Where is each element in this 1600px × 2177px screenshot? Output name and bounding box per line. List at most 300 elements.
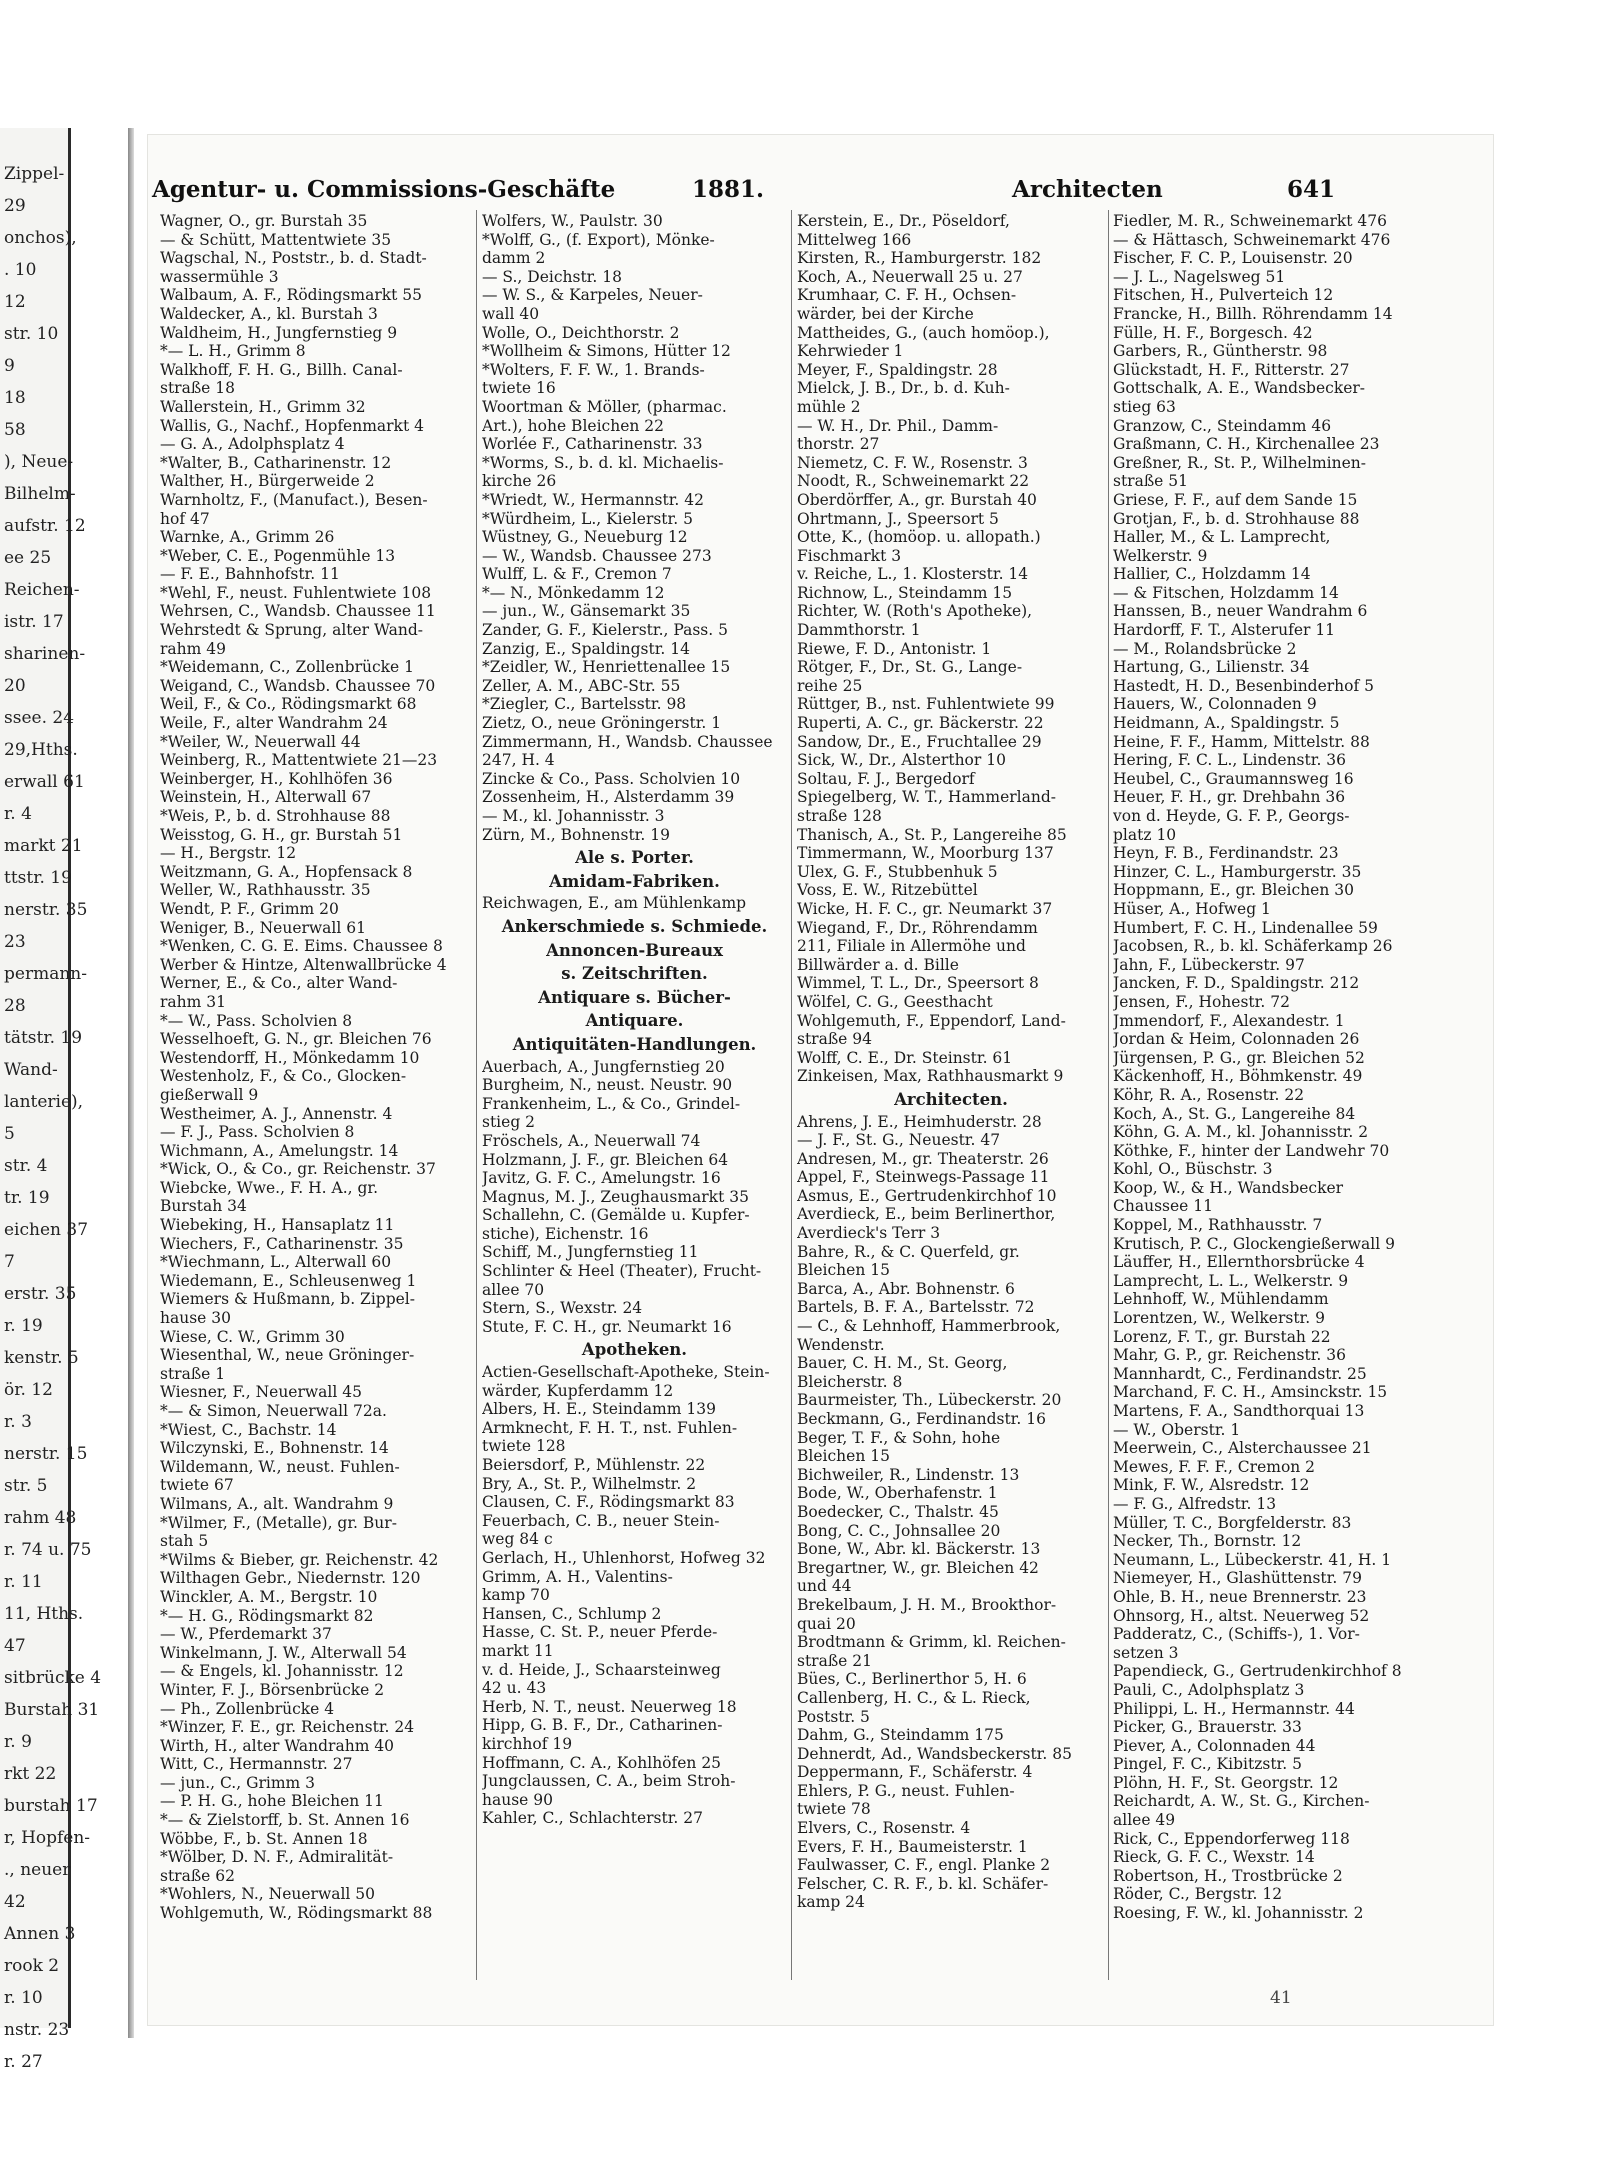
directory-entry: Faulwasser, C. F., engl. Planke 2 <box>797 1856 1051 1875</box>
directory-entry: Niemeyer, H., Glashüttenstr. 79 <box>1113 1569 1362 1588</box>
directory-entry: Fülle, H. F., Borgesch. 42 <box>1113 323 1313 342</box>
directory-entry: *Wollheim & Simons, Hütter 12 <box>482 342 731 361</box>
directory-entry: Brodtmann & Grimm, kl. Reichen- <box>797 1633 1066 1652</box>
margin-fragment: nerstr. 35 <box>4 900 88 920</box>
directory-entry: Bry, A., St. P., Wilhelmstr. 2 <box>482 1474 697 1493</box>
directory-entry: Wildemann, W., neust. Fuhlen- <box>160 1457 400 1476</box>
directory-entry: Schallehn, C. (Gemälde u. Kupfer- <box>482 1206 750 1225</box>
directory-entry: allee 70 <box>482 1280 545 1299</box>
directory-entry: *Ziegler, C., Bartelsstr. 98 <box>482 695 687 714</box>
directory-entry: Winkelmann, J. W., Alterwall 54 <box>160 1643 407 1662</box>
directory-entry: Ulex, G. F., Stubbenhuk 5 <box>797 862 998 881</box>
directory-entry: Ohnsorg, H., altst. Neuerweg 52 <box>1113 1606 1370 1625</box>
column-rule <box>1108 210 1109 1980</box>
margin-fragment: r. 27 <box>4 2052 43 2072</box>
directory-entry: — M., kl. Johannisstr. 3 <box>482 807 665 825</box>
page-number: 641 <box>1287 176 1336 203</box>
directory-entry: Humbert, F. C. H., Lindenallee 59 <box>1113 918 1378 937</box>
directory-entry: — G. A., Adolphsplatz 4 <box>160 435 345 454</box>
margin-fragment: ee 25 <box>4 548 52 568</box>
directory-entry: *Wriedt, W., Hermannstr. 42 <box>482 490 705 509</box>
column-1 <box>160 212 472 1982</box>
directory-entry: Lorenz, F. T., gr. Burstah 22 <box>1113 1327 1331 1346</box>
directory-entry: Gerlach, H., Uhlenhorst, Hofweg 32 <box>482 1548 766 1567</box>
margin-fragment: aufstr. 12 <box>4 516 86 536</box>
directory-entry: *— & Simon, Neuerwall 72a. <box>160 1402 387 1420</box>
directory-entry: und 44 <box>797 1577 852 1596</box>
margin-fragment: sitbrücke 4 <box>4 1668 102 1688</box>
directory-entry: Lamprecht, L. L., Welkerstr. 9 <box>1113 1271 1349 1290</box>
directory-entry: Mannhardt, C., Ferdinandstr. 25 <box>1113 1364 1367 1383</box>
directory-entry: *— W., Pass. Scholvien 8 <box>160 1011 353 1030</box>
directory-entry: *Weis, P., b. d. Strohhause 88 <box>160 807 391 825</box>
directory-entry: Käckenhoff, H., Böhmkenstr. 49 <box>1113 1067 1363 1086</box>
directory-entry: Hering, F. C. L., Lindenstr. 36 <box>1113 751 1347 770</box>
directory-entry: Jancken, F. D., Spaldingstr. 212 <box>1113 974 1360 993</box>
directory-entry: Felscher, C. R. F., b. kl. Schäfer- <box>797 1874 1049 1893</box>
directory-entry: von d. Heyde, G. F. P., Georgs- <box>1113 807 1350 825</box>
directory-entry: Sick, W., Dr., Alsterthor 10 <box>797 751 1006 770</box>
directory-entry: Koppel, M., Rathhausstr. 7 <box>1113 1216 1323 1235</box>
margin-fragment: str. 4 <box>4 1156 48 1176</box>
directory-entry: Wendenstr. <box>797 1335 885 1354</box>
directory-entry: Herb, N. T., neust. Neuerweg 18 <box>482 1697 737 1716</box>
margin-fragment: 18 <box>4 388 26 408</box>
directory-entry: Wiesenthal, W., neue Gröninger- <box>160 1346 415 1365</box>
directory-entry: Wesselhoeft, G. N., gr. Bleichen 76 <box>160 1030 432 1049</box>
margin-fragment: r. 3 <box>4 1412 32 1432</box>
directory-entry: Walbaum, A. F., Rödingsmarkt 55 <box>160 286 423 305</box>
margin-fragment: burstah 17 <box>4 1796 98 1816</box>
directory-entry: — & Hättasch, Schweinemarkt 476 <box>1113 230 1391 249</box>
directory-entry: twiete 128 <box>482 1437 566 1456</box>
directory-entry: Rötger, F., Dr., St. G., Lange- <box>797 658 1023 677</box>
directory-entry: Weniger, B., Neuerwall 61 <box>160 918 366 937</box>
directory-entry: Pingel, F. C., Kibitzstr. 5 <box>1113 1755 1302 1774</box>
section-heading: Ankerschmiede s. Schmiede. <box>501 916 768 936</box>
directory-entry: Wiebcke, Wwe., F. H. A., gr. <box>160 1178 379 1197</box>
directory-entry: Meerwein, C., Alsterchaussee 21 <box>1113 1439 1372 1458</box>
directory-entry: *Weber, C. E., Pogenmühle 13 <box>160 546 396 565</box>
margin-fragment: 12 <box>4 292 26 312</box>
column-3 <box>797 212 1105 1982</box>
directory-entry: Fiedler, M. R., Schweinemarkt 476 <box>1113 212 1387 230</box>
directory-entry: Kohl, O., Büschstr. 3 <box>1113 1160 1273 1179</box>
directory-entry: — S., Deichstr. 18 <box>482 267 622 286</box>
directory-entry: Werber & Hintze, Altenwallbrücke 4 <box>160 955 447 974</box>
directory-entry: Albers, H. E., Steindamm 139 <box>482 1400 716 1419</box>
directory-entry: Hanssen, B., neuer Wandrahm 6 <box>1113 602 1368 621</box>
directory-entry: Stern, S., Wexstr. 24 <box>482 1299 643 1318</box>
directory-entry: Zander, G. F., Kielerstr., Pass. 5 <box>482 621 728 640</box>
directory-entry: Schiff, M., Jungfernstieg 11 <box>482 1243 699 1262</box>
directory-entry: Averdieck's Terr 3 <box>797 1224 941 1243</box>
directory-entry: *Walter, B., Catharinenstr. 12 <box>160 453 392 472</box>
directory-entry: Dammthorstr. 1 <box>797 621 921 640</box>
directory-entry: Weisstog, G. H., gr. Burstah 51 <box>160 825 403 844</box>
margin-fragment: 20 <box>4 676 26 696</box>
directory-entry: Burstah 34 <box>160 1197 247 1216</box>
directory-entry: Heubel, C., Graumannsweg 16 <box>1113 769 1354 788</box>
directory-entry: straße 21 <box>797 1651 873 1670</box>
directory-entry: — & Engels, kl. Johannisstr. 12 <box>160 1662 404 1681</box>
directory-entry: Niemetz, C. F. W., Rosenstr. 3 <box>797 453 1028 472</box>
directory-entry: Mattheides, G., (auch homöop.), <box>797 323 1050 342</box>
directory-entry: *Zeidler, W., Henriettenallee 15 <box>482 658 731 677</box>
directory-entry: Callenberg, H. C., & L. Rieck, <box>797 1688 1031 1707</box>
directory-entry: Zürn, M., Bohnenstr. 19 <box>482 825 670 844</box>
directory-entry: 247, H. 4 <box>482 751 555 770</box>
directory-entry: gießerwall 9 <box>160 1085 259 1104</box>
directory-entry: *Winzer, F. E., gr. Reichenstr. 24 <box>160 1718 415 1737</box>
directory-entry: *Wick, O., & Co., gr. Reichenstr. 37 <box>160 1160 436 1179</box>
directory-entry: *— N., Mönkedamm 12 <box>482 583 665 602</box>
directory-entry: weg 84 c <box>482 1530 553 1549</box>
directory-entry: Wolle, O., Deichthorstr. 2 <box>482 323 680 342</box>
directory-entry: — J. L., Nagelsweg 51 <box>1113 267 1286 286</box>
directory-entry: rahm 49 <box>160 639 226 658</box>
directory-entry: *Wolff, G., (f. Export), Mönke- <box>482 230 715 249</box>
directory-entry: — & Fitschen, Holzdamm 14 <box>1113 583 1339 602</box>
margin-fragment: 47 <box>4 1636 26 1656</box>
directory-entry: Actien-Gesellschaft-Apotheke, Stein- <box>482 1363 770 1382</box>
directory-entry: allee 49 <box>1113 1811 1176 1830</box>
directory-entry: Spiegelberg, W. T., Hammerland- <box>797 788 1056 807</box>
directory-entry: Bong, C. C., Johnsallee 20 <box>797 1521 1001 1540</box>
directory-entry: kamp 24 <box>797 1893 865 1912</box>
directory-entry: Evers, F. H., Baumeisterstr. 1 <box>797 1837 1028 1856</box>
margin-fragment: rook 2 <box>4 1956 60 1976</box>
directory-entry: Weinberg, R., Mattentwiete 21—23 <box>160 751 438 770</box>
margin-fragment: r. 19 <box>4 1316 43 1336</box>
directory-entry: Wimmel, T. L., Dr., Speersort 8 <box>797 974 1039 993</box>
directory-entry: Dahm, G., Steindamm 175 <box>797 1726 1004 1745</box>
directory-entry: *Wolters, F. F. W., 1. Brands- <box>482 360 705 379</box>
margin-fragment: rahm 48 <box>4 1508 77 1528</box>
directory-entry: Läuffer, H., Ellernthorsbrücke 4 <box>1113 1253 1365 1272</box>
directory-entry: Rick, C., Eppendorferweg 118 <box>1113 1829 1350 1848</box>
directory-entry: — W. H., Dr. Phil., Damm- <box>797 416 999 435</box>
directory-entry: 42 u. 43 <box>482 1679 547 1698</box>
directory-entry: Jahn, F., Lübeckerstr. 97 <box>1113 955 1305 974</box>
directory-entry: Weitzmann, G. A., Hopfensack 8 <box>160 862 413 881</box>
directory-entry: Mielck, J. B., Dr., b. d. Kuh- <box>797 379 1010 398</box>
directory-entry: Jungclaussen, C. A., beim Stroh- <box>482 1772 736 1791</box>
directory-entry: Waldecker, A., kl. Burstah 3 <box>160 304 378 323</box>
directory-entry: stiche), Eichenstr. 16 <box>482 1224 649 1243</box>
directory-entry: Zietz, O., neue Gröningerstr. 1 <box>482 714 722 733</box>
directory-entry: Picker, G., Brauerstr. 33 <box>1113 1718 1302 1737</box>
directory-entry: Bauer, C. H. M., St. Georg, <box>797 1354 1008 1373</box>
directory-entry: Warnke, A., Grimm 26 <box>160 528 335 547</box>
directory-entry: Ehlers, P. G., neust. Fuhlen- <box>797 1781 1015 1800</box>
margin-fragment: r. 4 <box>4 804 32 824</box>
directory-entry: — W., Pferdemarkt 37 <box>160 1625 332 1644</box>
directory-entry: Köthke, F., hinter der Landwehr 70 <box>1113 1141 1390 1160</box>
directory-entry: Bode, W., Oberhafenstr. 1 <box>797 1484 998 1503</box>
directory-entry: Hansen, C., Schlump 2 <box>482 1604 662 1623</box>
directory-entry: *Weidemann, C., Zollenbrücke 1 <box>160 658 415 677</box>
directory-entry: Hipp, G. B. F., Dr., Catharinen- <box>482 1716 723 1735</box>
directory-entry: *Wiechmann, L., Alterwall 60 <box>160 1253 392 1272</box>
directory-entry: Richnow, L., Steindamm 15 <box>797 583 1013 602</box>
directory-entry: Soltau, F. J., Bergedorf <box>797 769 975 788</box>
directory-entry: Wüstney, G., Neueburg 12 <box>482 528 688 547</box>
directory-entry: Bregartner, W., gr. Bleichen 42 <box>797 1558 1039 1577</box>
margin-fragment: 11, Hths. <box>4 1604 84 1624</box>
directory-entry: Javitz, G. F. C., Amelungstr. 16 <box>482 1169 721 1188</box>
margin-fragment: Burstah 31 <box>4 1700 100 1720</box>
directory-entry: Feuerbach, C. B., neuer Stein- <box>482 1511 720 1530</box>
directory-entry: Zeller, A. M., ABC-Str. 55 <box>482 676 681 695</box>
directory-entry: Köhr, R. A., Rosenstr. 22 <box>1113 1085 1305 1104</box>
section-heading: s. Zeitschriften. <box>561 964 708 984</box>
directory-entry: *— & Zielstorff, b. St. Annen 16 <box>160 1811 410 1830</box>
directory-entry: Kehrwieder 1 <box>797 342 904 361</box>
directory-entry: *Würdheim, L., Kielerstr. 5 <box>482 509 693 528</box>
section-heading: Amidam-Fabriken. <box>549 871 720 891</box>
directory-entry: Hoppmann, E., gr. Bleichen 30 <box>1113 881 1354 900</box>
directory-entry: Haller, M., & L. Lamprecht, <box>1113 528 1331 547</box>
directory-entry: Worlée F., Catharinenstr. 33 <box>482 435 703 454</box>
section-heading: Apotheken. <box>581 1340 688 1360</box>
directory-entry: straße 1 <box>160 1364 226 1383</box>
directory-entry: Wehrsen, C., Wandsb. Chaussee 11 <box>160 602 436 621</box>
directory-entry: wassermühle 3 <box>160 267 279 286</box>
directory-entry: Weil, F., & Co., Rödingsmarkt 68 <box>160 695 417 714</box>
directory-entry: kamp 70 <box>482 1586 550 1605</box>
directory-entry: Wöbbe, F., b. St. Annen 18 <box>160 1829 368 1848</box>
margin-fragment: r. 11 <box>4 1572 43 1592</box>
directory-entry: Fischmarkt 3 <box>797 546 902 565</box>
directory-entry: Mewes, F. F. F., Cremon 2 <box>1113 1457 1316 1476</box>
margin-fragment: ttstr. 19 <box>4 868 72 888</box>
directory-entry: Beger, T. F., & Sohn, hohe <box>797 1428 1001 1447</box>
column-rule <box>476 210 477 1980</box>
directory-entry: wärder, bei der Kirche <box>797 304 974 323</box>
previous-page-strip <box>0 128 102 2072</box>
directory-entry: *Wohlers, N., Neuerwall 50 <box>160 1885 376 1904</box>
directory-entry: setzen 3 <box>1113 1643 1179 1662</box>
directory-entry: Pauli, C., Adolphsplatz 3 <box>1113 1680 1305 1699</box>
directory-entry: — W., Oberstr. 1 <box>1113 1420 1241 1439</box>
margin-fragment: istr. 17 <box>4 612 64 632</box>
directory-entry: Zossenheim, H., Alsterdamm 39 <box>482 788 735 807</box>
directory-entry: Wiedemann, E., Schleusenweg 1 <box>160 1271 417 1290</box>
directory-entry: Westenholz, F., & Co., Glocken- <box>160 1067 407 1086</box>
margin-fragment: erwall 61 <box>4 772 85 792</box>
column-2 <box>482 212 787 1982</box>
directory-entry: twiete 78 <box>797 1800 871 1819</box>
directory-entry: Oberdörffer, A., gr. Burstah 40 <box>797 490 1037 509</box>
directory-entry: Bone, W., Abr. kl. Bäckerstr. 13 <box>797 1540 1041 1559</box>
section-heading: Annoncen-Bureaux <box>546 940 723 960</box>
directory-entry: — W., Wandsb. Chaussee 273 <box>482 546 712 565</box>
directory-entry: Meyer, F., Spaldingstr. 28 <box>797 360 998 379</box>
directory-entry: Wagschal, N., Poststr., b. d. Stadt- <box>160 249 427 268</box>
directory-entry: Westendorff, H., Mönkedamm 10 <box>160 1048 420 1067</box>
directory-entry: *Weiler, W., Neuerwall 44 <box>160 732 361 751</box>
directory-entry: Fröschels, A., Neuerwall 74 <box>482 1131 701 1150</box>
directory-entry: Armknecht, F. H. T., nst. Fuhlen- <box>482 1418 738 1437</box>
directory-entry: Timmermann, W., Moorburg 137 <box>797 844 1054 863</box>
directory-entry: Wiechers, F., Catharinenstr. 35 <box>160 1234 404 1253</box>
directory-entry: Weile, F., alter Wandrahm 24 <box>160 714 388 733</box>
margin-fragment: eichen 37 <box>4 1220 89 1240</box>
directory-entry: reihe 25 <box>797 676 863 695</box>
directory-entry: straße 62 <box>160 1866 236 1885</box>
directory-entry: Lehnhoff, W., Mühlendamm <box>1113 1290 1329 1309</box>
directory-entry: Jensen, F., Hohestr. 72 <box>1113 992 1290 1011</box>
directory-entry: Lorentzen, W., Welkerstr. 9 <box>1113 1309 1325 1328</box>
directory-entry: stieg 2 <box>482 1113 536 1132</box>
directory-entry: Hüser, A., Hofweg 1 <box>1113 899 1271 918</box>
directory-entry: Francke, H., Billh. Röhrendamm 14 <box>1113 304 1393 323</box>
directory-entry: Jürgensen, P. G., gr. Bleichen 52 <box>1113 1048 1365 1067</box>
directory-entry: Ohrtmann, J., Speersort 5 <box>797 509 999 528</box>
margin-fragment: Annen 3 <box>4 1924 76 1944</box>
directory-entry: Kirsten, R., Hamburgerstr. 182 <box>797 249 1042 268</box>
directory-entry: Rieck, G. F. C., Wexstr. 14 <box>1113 1848 1315 1867</box>
directory-entry: Hasse, C. St. P., neuer Pferde- <box>482 1623 718 1642</box>
directory-entry: Barca, A., Abr. Bohnenstr. 6 <box>797 1279 1015 1298</box>
directory-entry: Jacobsen, R., b. kl. Schäferkamp 26 <box>1113 937 1393 956</box>
directory-entry: Walkhoff, F. H. G., Billh. Canal- <box>160 360 403 379</box>
directory-entry: Witt, C., Hermannstr. 27 <box>160 1755 353 1774</box>
directory-entry: — & Schütt, Mattentwiete 35 <box>160 230 392 249</box>
directory-entry: straße 128 <box>797 807 882 825</box>
directory-entry: Wiese, C. W., Grimm 30 <box>160 1327 345 1346</box>
margin-fragment: 7 <box>4 1252 15 1272</box>
directory-entry: — P. H. G., hohe Bleichen 11 <box>160 1792 384 1811</box>
directory-entry: Papendieck, G., Gertrudenkirchhof 8 <box>1113 1662 1402 1681</box>
directory-entry: — W. S., & Karpeles, Neuer- <box>482 286 703 305</box>
directory-entry: Rüttger, B., nst. Fuhlentwiete 99 <box>797 695 1055 714</box>
directory-entry: Weinstein, H., Alterwall 67 <box>160 788 372 807</box>
directory-entry: Winckler, A. M., Bergstr. 10 <box>160 1587 378 1606</box>
directory-entry: Wendt, P. F., Grimm 20 <box>160 899 339 918</box>
directory-entry: *— L. H., Grimm 8 <box>160 342 306 361</box>
section-heading: Antiquare. <box>585 1011 684 1031</box>
margin-fragment: 5 <box>4 1124 15 1144</box>
directory-entry: Zincke & Co., Pass. Scholvien 10 <box>482 769 741 788</box>
directory-entry: Riewe, F. D., Antonistr. 1 <box>797 639 992 658</box>
directory-entry: Holzmann, J. F., gr. Bleichen 64 <box>482 1150 729 1169</box>
margin-fragment: rkt 22 <box>4 1764 57 1784</box>
directory-entry: Müller, T. C., Borgfelderstr. 83 <box>1113 1513 1352 1532</box>
directory-entry: Jmmendorf, F., Alexandestr. 1 <box>1113 1011 1345 1030</box>
directory-entry: Wicke, H. F. C., gr. Neumarkt 37 <box>797 899 1053 918</box>
directory-entry: Bleicherstr. 8 <box>797 1372 903 1391</box>
margin-fragment: 23 <box>4 932 26 952</box>
directory-entry: Hoffmann, C. A., Kohlhöfen 25 <box>482 1753 722 1772</box>
directory-entry: rahm 31 <box>160 992 226 1011</box>
directory-entry: *Wenken, C. G. E. Eims. Chaussee 8 <box>160 937 443 956</box>
header-right-title: Architecten <box>1012 176 1163 203</box>
margin-fragment: r. 10 <box>4 1988 43 2008</box>
directory-entry: Koch, A., Neuerwall 25 u. 27 <box>797 267 1023 286</box>
directory-entry: quai 20 <box>797 1614 856 1633</box>
margin-fragment: r, Hopfen- <box>4 1828 91 1848</box>
margin-fragment: Wand- <box>4 1060 58 1080</box>
directory-entry: straße 94 <box>797 1030 873 1049</box>
column-rule <box>791 210 792 1980</box>
margin-fragment: kenstr. 5 <box>4 1348 79 1368</box>
directory-entry: Werner, E., & Co., alter Wand- <box>160 974 398 993</box>
directory-entry: Averdieck, E., beim Berlinerthor, <box>797 1205 1056 1224</box>
directory-entry: Wallerstein, H., Grimm 32 <box>160 397 366 416</box>
directory-entry: Reichwagen, E., am Mühlenkamp <box>482 894 747 913</box>
directory-entry: Chaussee 11 <box>1113 1197 1213 1216</box>
directory-entry: Westheimer, A. J., Annenstr. 4 <box>160 1104 393 1123</box>
directory-entry: Gottschalk, A. E., Wandsbecker- <box>1113 379 1366 398</box>
margin-fragment: 58 <box>4 420 26 440</box>
directory-entry: *Wilms & Bieber, gr. Reichenstr. 42 <box>160 1550 439 1569</box>
directory-entry: twiete 67 <box>160 1476 234 1495</box>
directory-entry: Heyn, F. B., Ferdinandstr. 23 <box>1113 844 1339 863</box>
margin-fragment: onchos), <box>4 228 77 248</box>
directory-entry: — F. G., Alfredstr. 13 <box>1113 1494 1277 1513</box>
directory-entry: Roesing, F. W., kl. Johannisstr. 2 <box>1113 1904 1364 1923</box>
directory-entry: Burgheim, N., neust. Neustr. 90 <box>482 1076 733 1095</box>
header-year: 1881. <box>692 176 765 203</box>
running-header <box>152 176 1336 212</box>
directory-entry: Kerstein, E., Dr., Pöseldorf, <box>797 212 1010 230</box>
directory-entry: hause 30 <box>160 1309 231 1328</box>
directory-entry: Wehrstedt & Sprung, alter Wand- <box>160 621 423 640</box>
book-gutter <box>128 128 134 2038</box>
directory-entry: Robertson, H., Trostbrücke 2 <box>1113 1866 1343 1885</box>
directory-entry: Fischer, F. C. P., Louisenstr. 20 <box>1113 249 1353 268</box>
directory-entry: Krutisch, P. C., Glockengießerwall 9 <box>1113 1234 1395 1253</box>
directory-entry: Bichweiler, R., Lindenstr. 13 <box>797 1465 1020 1484</box>
directory-entry: Bleichen 15 <box>797 1447 890 1466</box>
directory-entry: Weinberger, H., Kohlhöfen 36 <box>160 769 393 788</box>
margin-fragment: ), Neue- <box>4 452 74 472</box>
directory-entry: Reichardt, A. W., St. G., Kirchen- <box>1113 1792 1370 1811</box>
directory-entry: Warnholtz, F., (Manufact.), Besen- <box>160 490 428 509</box>
margin-fragment: tätstr. 19 <box>4 1028 83 1048</box>
directory-entry: Bartels, B. F. A., Bartelsstr. 72 <box>797 1298 1035 1317</box>
directory-entry: Hardorff, F. T., Alsterufer 11 <box>1113 621 1336 640</box>
directory-entry: wall 40 <box>482 304 540 323</box>
directory-entry: Garbers, R., Güntherstr. 98 <box>1113 342 1328 361</box>
directory-entry: Wolff, C. E., Dr. Steinstr. 61 <box>797 1048 1013 1067</box>
directory-entry: stieg 63 <box>1113 397 1176 416</box>
directory-entry: Philippi, L. H., Hermannstr. 44 <box>1113 1699 1355 1718</box>
margin-fragment: . 10 <box>4 260 37 280</box>
directory-entry: Ahrens, J. E., Heimhuderstr. 28 <box>797 1112 1042 1131</box>
column-4 <box>1113 212 1413 1982</box>
directory-entry: Noodt, R., Schweinemarkt 22 <box>797 472 1030 491</box>
directory-entry: Krumhaar, C. F. H., Ochsen- <box>797 286 1017 305</box>
directory-entry: Ruperti, A. C., gr. Bäckerstr. 22 <box>797 714 1044 733</box>
directory-entry: Griese, F. F., auf dem Sande 15 <box>1113 490 1358 509</box>
directory-entry: — F. J., Pass. Scholvien 8 <box>160 1123 355 1142</box>
directory-entry: Frankenheim, L., & Co., Grindel- <box>482 1094 741 1113</box>
directory-entry: Necker, Th., Bornstr. 12 <box>1113 1532 1302 1551</box>
directory-entry: Wohlgemuth, F., Eppendorf, Land- <box>797 1011 1066 1030</box>
margin-fragment: 29 <box>4 196 26 216</box>
directory-entry: Beiersdorf, P., Mühlenstr. 22 <box>482 1456 706 1474</box>
margin-fragment: lanterie), <box>4 1092 84 1112</box>
directory-entry: Wolfers, W., Paulstr. 30 <box>482 212 663 230</box>
directory-entry: Röder, C., Bergstr. 12 <box>1113 1885 1283 1904</box>
directory-entry: Glückstadt, H. F., Ritterstr. 27 <box>1113 360 1350 379</box>
directory-entry: Köhn, G. A. M., kl. Johannisstr. 2 <box>1113 1123 1369 1142</box>
header-left-title: Agentur- u. Commissions-Geschäfte <box>152 176 616 203</box>
directory-entry: Baurmeister, Th., Lübeckerstr. 20 <box>797 1391 1062 1410</box>
